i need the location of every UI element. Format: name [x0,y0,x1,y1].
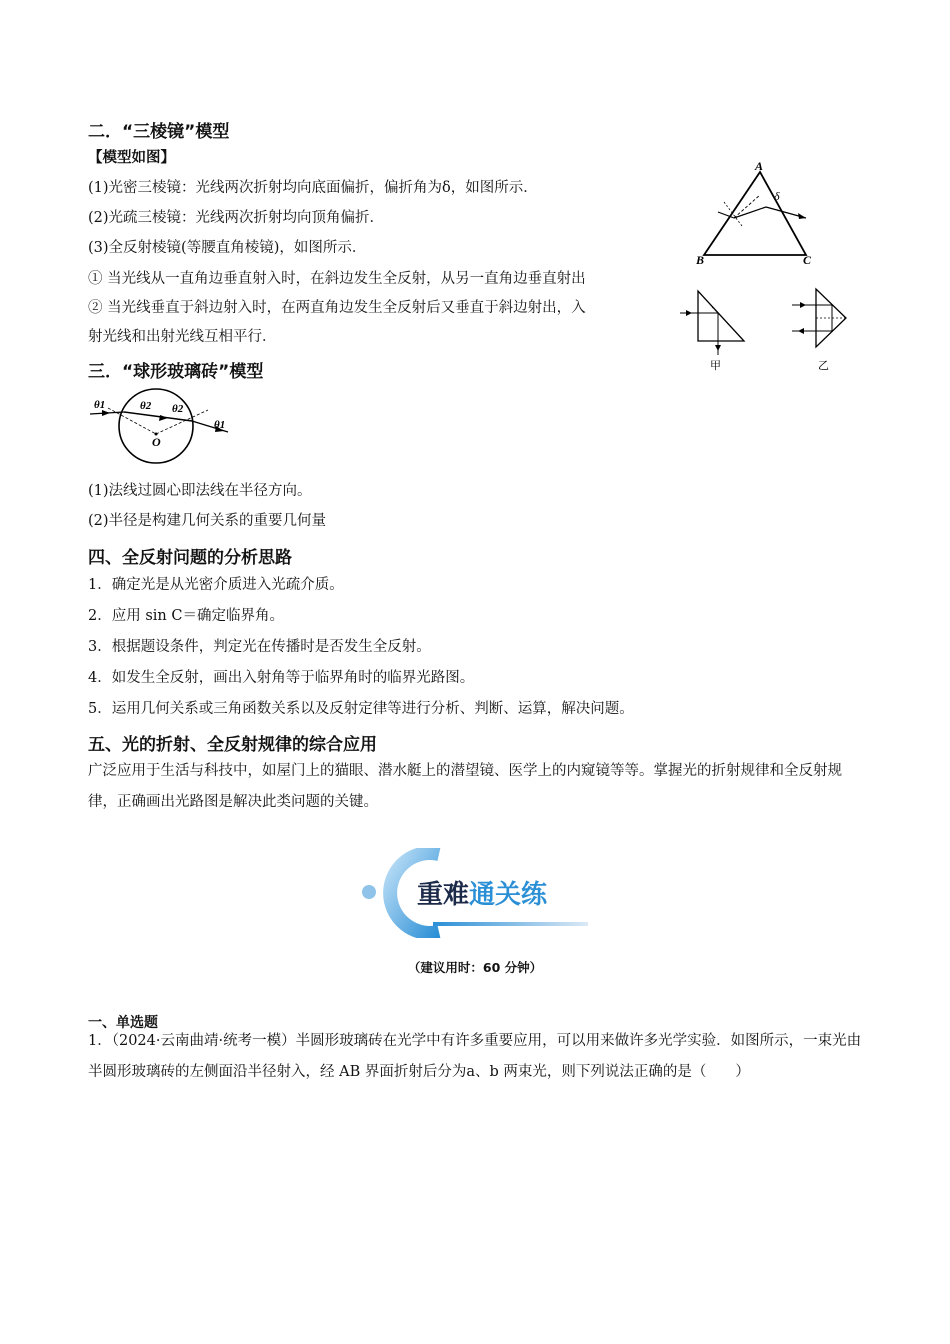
section4-item-1: 1．确定光是从光密介质进入光疏介质。 [88,577,344,593]
section3-heading: 三．“球形玻璃砖”模型 [88,362,264,382]
section2-item-1: (1)光密三棱镜：光线两次折射均向底面偏折，偏折角为δ，如图所示． [88,180,538,196]
model-label: 【模型如图】 [88,150,175,166]
practice-banner [355,848,590,938]
section3-item-2: (2)半径是构建几何关系的重要几何量 [88,513,327,529]
section4-item-3: 3．根据题设条件，判定光在传播时是否发生全反射。 [88,639,431,655]
label-yi: 乙 [818,360,829,372]
section2-item-2: (2)光疏三棱镜：光线两次折射均向顶角偏折． [88,210,385,226]
prism-label-b: B [696,253,705,267]
section4-item-5: 5．运用几何关系或三角函数关系以及反射定律等进行分析、判断、运算，解决问题。 [88,701,634,717]
sphere-center-o: O [152,435,161,449]
section4-heading: 四、全反射问题的分析思路 [88,548,292,568]
prism-diagram [690,160,820,270]
section2-item-5: ② 当光线垂直于斜边射入时，在两直角边发生全反射后又垂直于斜边射出，入 [88,300,586,316]
banner-text-blue: 通关练 [469,880,548,910]
sphere-theta1-right: θ1 [214,419,226,431]
label-jia: 甲 [710,360,721,372]
section5-paragraph: 广泛应用于生活与科技中，如屋门上的猫眼、潜水艇上的潜望镜、医学上的内窥镜等等。掌握光的折射规律和全反射规律，正确画出光路图是解决此类问题的关键。 [88,763,842,810]
section2-item-6: 射光线和出射光线互相平行． [88,329,277,345]
section3-item-1: (1)法线过圆心即法线在半径方向。 [88,483,312,499]
section4-item-2: 2．应用 sin C＝确定临界角。 [88,608,284,624]
section2-item-3: (3)全反射棱镜(等腰直角棱镜)，如图所示． [88,240,367,256]
question-type-heading: 一、单选题 [88,1015,158,1031]
section5-heading: 五、光的折射、全反射规律的综合应用 [88,735,377,755]
section4-item-4: 4．如发生全反射，画出入射角等于临界角时的临界光路图。 [88,670,475,686]
prism-label-delta: δ [774,189,780,203]
section2-item-4: ① 当光线从一直角边垂直射入时，在斜边发生全反射，从另一直角边垂直射出 [88,271,586,287]
prism-label-c: C [803,253,812,267]
right-prism-diagrams [678,285,858,375]
banner-text-dark: 重难 [417,880,470,910]
prism-label-a: A [755,160,764,173]
banner-title [417,874,547,911]
sphere-diagram [88,388,238,470]
suggested-time: （建议用时：60 分钟） [407,960,543,975]
sphere-theta2-right: θ2 [172,403,184,415]
section2-heading: 二．“三棱镜”模型 [88,122,230,142]
question-1: 1．（2024·云南曲靖·统考一模）半圆形玻璃砖在光学中有许多重要应用，可以用来做许多光学实验．如图所示，一束光由半圆形玻璃砖的左侧面沿半径射入，经 AB 界面折射后分为a、b 两束光，则下列说法正确的是（ ） [88,1033,862,1080]
sphere-theta2-left: θ2 [140,400,152,412]
sphere-theta1-left: θ1 [94,399,106,411]
